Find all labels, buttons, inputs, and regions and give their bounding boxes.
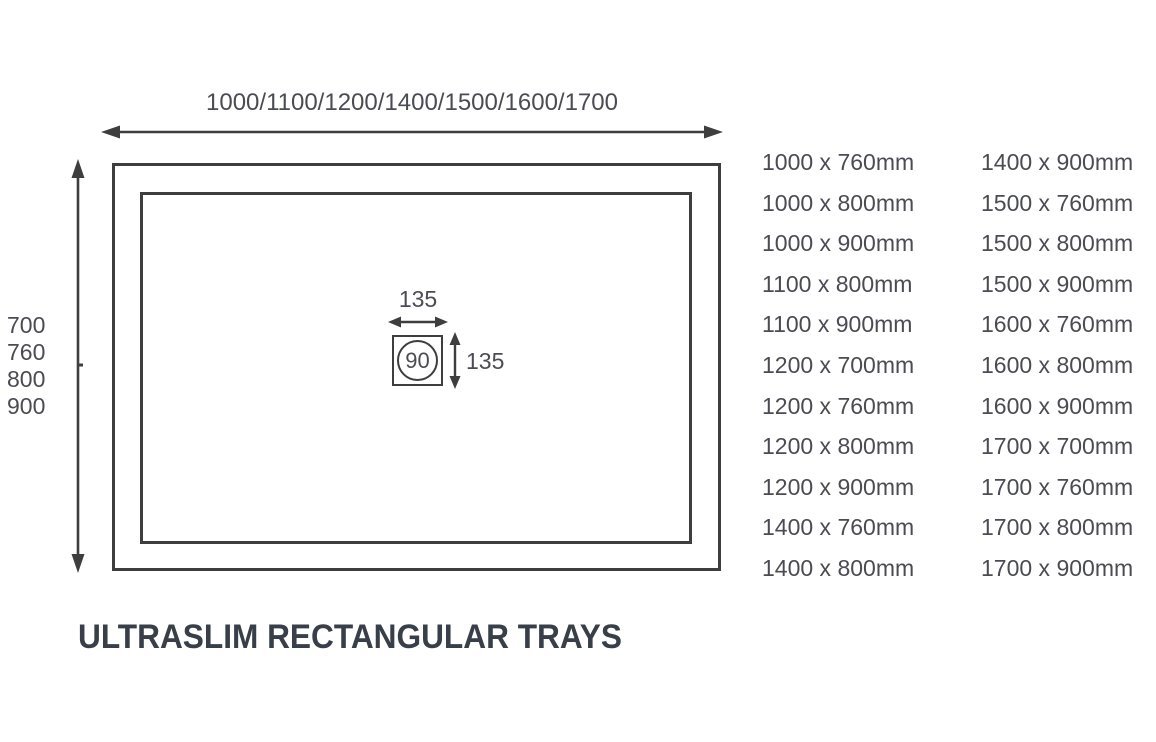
- size-item: 1400 x 760mm: [762, 514, 915, 541]
- size-item: 1700 x 760mm: [981, 473, 1134, 500]
- size-item: 1600 x 900mm: [981, 392, 1134, 419]
- size-item: 1700 x 800mm: [981, 514, 1134, 541]
- size-item: 1500 x 800mm: [981, 230, 1134, 257]
- size-item: 1700 x 700mm: [981, 433, 1134, 460]
- width-dimension-label: 1000/1100/1200/1400/1500/1600/1700: [206, 89, 618, 116]
- waste-width-arrow: [388, 315, 448, 329]
- depth-dimension-arrow: [69, 159, 87, 573]
- size-item: 1200 x 760mm: [762, 392, 915, 419]
- size-item: 1400 x 900mm: [981, 149, 1134, 175]
- width-dimension-arrow: [101, 123, 723, 141]
- size-item: 1600 x 760mm: [981, 311, 1134, 338]
- size-item: 1100 x 800mm: [762, 270, 913, 297]
- waste-height-label: 135: [466, 348, 505, 374]
- waste-size-label: 90: [405, 347, 430, 373]
- depth-label: 700: [7, 312, 46, 338]
- depth-dimension-labels: [7, 312, 45, 420]
- page-title: ULTRASLIM RECTANGULAR TRAYS: [78, 618, 622, 656]
- sizes-column-1: [762, 142, 914, 589]
- depth-label: 760: [7, 339, 46, 365]
- waste-outlet-circle: [397, 340, 438, 381]
- depth-label: 900: [7, 393, 46, 419]
- size-item: 1000 x 760mm: [762, 149, 915, 175]
- size-item: 1500 x 760mm: [981, 189, 1134, 216]
- depth-label: 800: [7, 366, 46, 392]
- sizes-column-2: [981, 142, 1133, 589]
- size-item: 1200 x 800mm: [762, 433, 915, 460]
- size-item: 1200 x 700mm: [762, 351, 915, 378]
- size-item: 1400 x 800mm: [762, 554, 915, 581]
- size-item: 1000 x 900mm: [762, 230, 915, 257]
- size-item: 1000 x 800mm: [762, 189, 915, 216]
- waste-height-arrow: [448, 332, 462, 389]
- size-item: 1200 x 900mm: [762, 473, 915, 500]
- size-item: 1100 x 900mm: [762, 311, 913, 338]
- size-item: 1700 x 900mm: [981, 554, 1134, 581]
- waste-outlet-square: [392, 335, 443, 386]
- size-item: 1600 x 800mm: [981, 351, 1134, 378]
- waste-width-label: 135: [398, 286, 438, 312]
- size-item: 1500 x 900mm: [981, 270, 1134, 297]
